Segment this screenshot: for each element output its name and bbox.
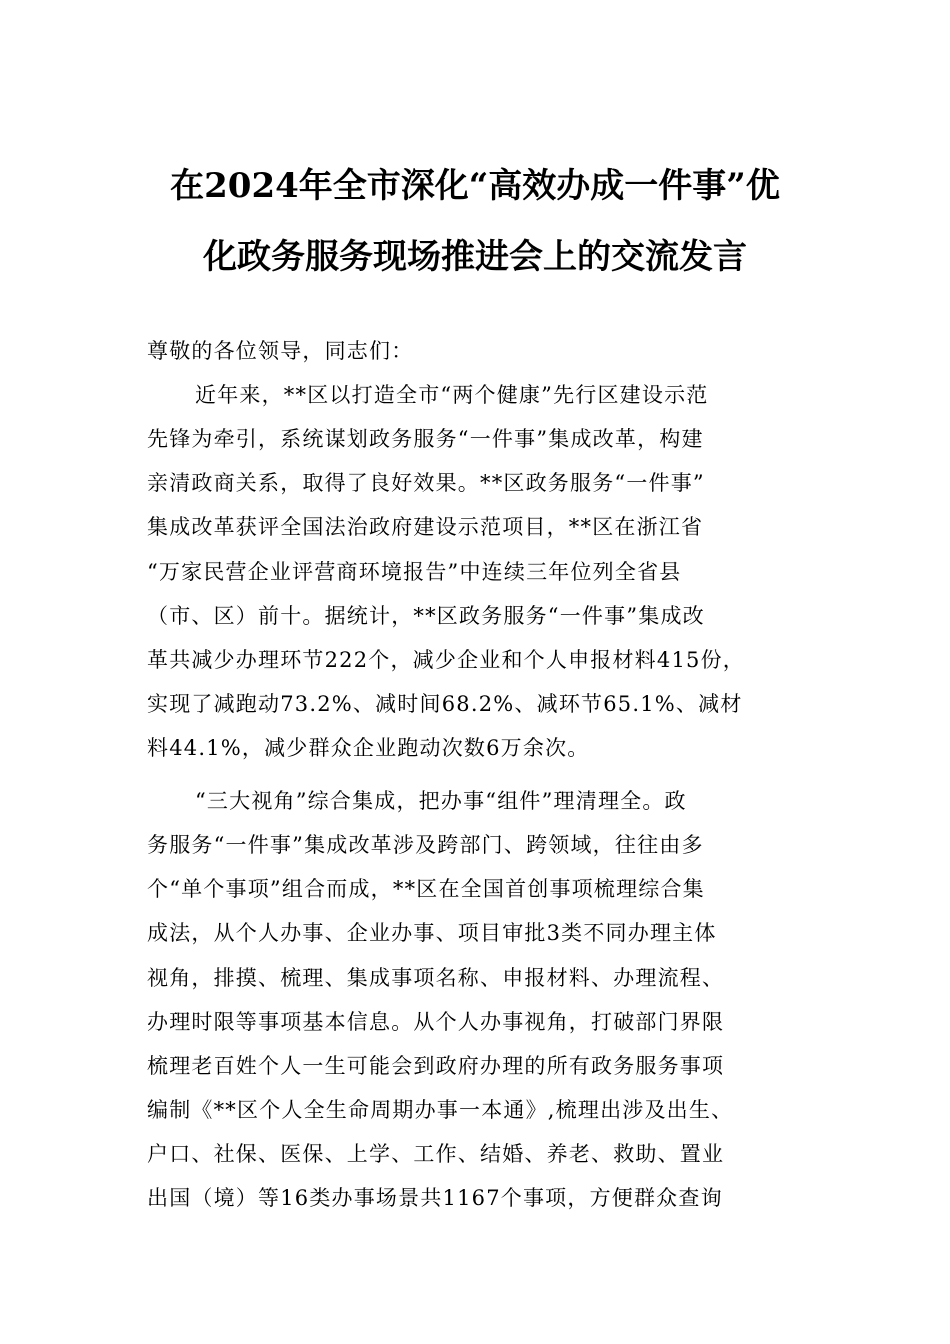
paragraph-line: “万家民营企业评营商环境报告”中连续三年位列全省县 (147, 560, 682, 584)
paragraph-line: 视角，排摸、梳理、集成事项名称、申报材料、办理流程、 (147, 966, 725, 990)
paragraph-line: 务服务“一件事”集成改革涉及跨部门、跨领域，往往由多 (147, 833, 704, 857)
document-title-line-1: 在2024年全市深化“高效办成一件事”优 (170, 166, 780, 206)
paragraph-line: 户口、社保、医保、上学、工作、结婚、养老、救助、置业 (147, 1142, 725, 1166)
paragraph-line: 个“单个事项”组合而成，**区在全国首创事项梳理综合集 (147, 877, 705, 901)
paragraph-line: 出国（境）等16类办事场景共1167个事项，方便群众查询 (147, 1186, 723, 1210)
paragraph-line: 编制《**区个人全生命周期办事一本通》,梳理出涉及出生、 (147, 1098, 734, 1122)
paragraph-line: 亲清政商关系，取得了良好效果。**区政务服务“一件事” (147, 471, 705, 495)
paragraph-line: 成法，从个人办事、企业办事、项目审批3类不同办理主体 (147, 921, 717, 945)
paragraph-line: （市、区）前十。据统计，**区政务服务“一件事”集成改 (147, 604, 705, 628)
paragraph-line: 梳理老百姓个人一生可能会到政府办理的所有政务服务事项 (147, 1054, 725, 1078)
paragraph-line: 近年来，**区以打造全市“两个健康”先行区建设示范 (195, 383, 709, 407)
paragraph-line: 集成改革获评全国法治政府建设示范项目，**区在浙江省 (147, 515, 704, 539)
paragraph-line: 革共减少办理环节222个，减少企业和个人申报材料415份， (147, 648, 745, 672)
paragraph-line: 先锋为牵引，系统谋划政务服务“一件事”集成改革，构建 (147, 427, 704, 451)
paragraph-line: “三大视角”综合集成，把办事“组件”理清理全。政 (195, 789, 687, 813)
salutation: 尊敬的各位领导，同志们： (147, 339, 414, 363)
paragraph-line: 料44.1%，减少群众企业跑动次数6万余次。 (147, 736, 590, 760)
document-title-line-2: 化政务服务现场推进会上的交流发言 (203, 237, 747, 277)
paragraph-line: 实现了减跑动73.2%、减时间68.2%、减环节65.1%、减材 (147, 692, 743, 716)
paragraph-line: 办理时限等事项基本信息。从个人办事视角，打破部门界限 (147, 1010, 725, 1034)
